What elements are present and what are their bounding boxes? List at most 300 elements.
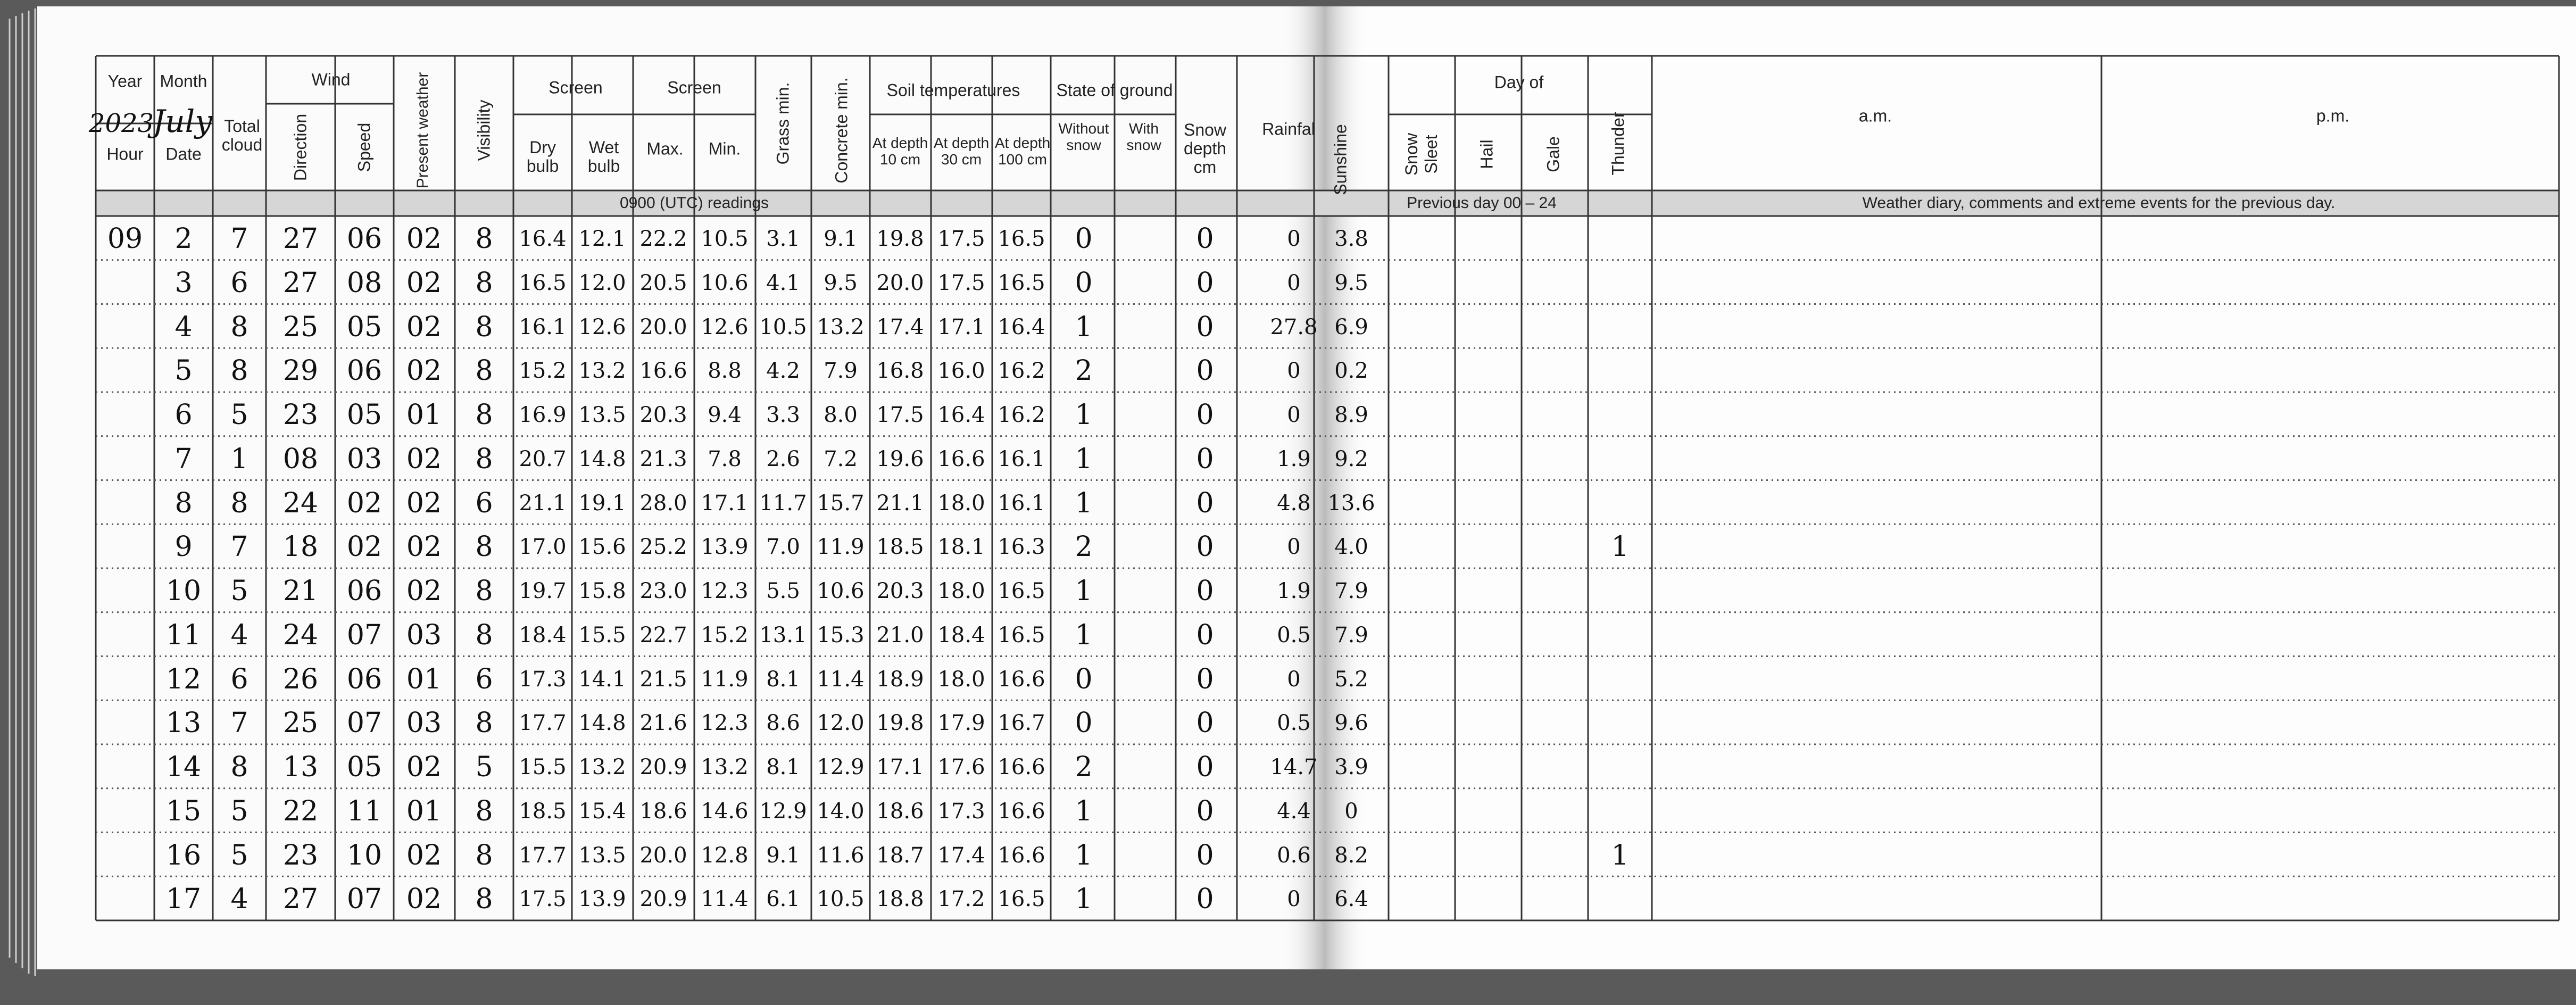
cell-speed: 06 xyxy=(346,663,383,695)
cell-grass: 9.1 xyxy=(766,843,800,868)
cell-max: 21.6 xyxy=(639,711,687,736)
cell-s100: 16.5 xyxy=(998,622,1045,647)
cell-grass: 7.0 xyxy=(766,535,800,560)
cell-cloud: 8 xyxy=(230,355,248,387)
cell-s100: 16.2 xyxy=(998,403,1045,427)
cell-snow_depth: 0 xyxy=(1196,223,1214,255)
cell-grass: 8.6 xyxy=(766,711,800,736)
header-grass-min: Grass min. xyxy=(773,82,793,165)
cell-cloud: 6 xyxy=(230,267,248,299)
cell-sun: 13.6 xyxy=(1327,491,1375,516)
cell-vis: 8 xyxy=(475,531,493,563)
cell-cloud: 5 xyxy=(230,795,248,827)
cell-rain: 27.8 xyxy=(1270,314,1318,339)
cell-wet: 12.6 xyxy=(578,314,626,339)
cell-dry: 17.7 xyxy=(519,711,567,736)
cell-wet: 15.5 xyxy=(578,622,626,647)
cell-concrete: 11.6 xyxy=(817,843,865,868)
cell-snow_depth: 0 xyxy=(1196,619,1214,651)
cell-s10: 19.6 xyxy=(876,446,924,471)
cell-rain: 0 xyxy=(1287,667,1301,692)
cell-max: 20.0 xyxy=(639,314,687,339)
cell-snow_depth: 0 xyxy=(1196,267,1214,299)
cell-s100: 16.5 xyxy=(998,579,1045,603)
cell-snow_depth: 0 xyxy=(1196,883,1214,916)
cell-concrete: 10.5 xyxy=(817,887,865,912)
cell-date: 9 xyxy=(174,531,193,563)
cell-s30: 18.4 xyxy=(937,622,985,647)
header-total-cloud: Total cloud xyxy=(221,116,263,154)
cell-vis: 8 xyxy=(475,707,493,740)
cell-s100: 16.1 xyxy=(998,446,1045,471)
cell-rain: 14.7 xyxy=(1270,755,1318,779)
cell-s100: 16.5 xyxy=(998,887,1045,912)
cell-vis: 8 xyxy=(475,443,493,475)
handwritten-month: July xyxy=(153,103,212,139)
cell-pw: 01 xyxy=(406,795,442,827)
cell-min: 12.6 xyxy=(701,314,749,339)
cell-wet: 13.2 xyxy=(578,755,626,779)
cell-s30: 17.1 xyxy=(937,314,985,339)
cell-s10: 17.5 xyxy=(876,403,924,427)
cell-rain: 0 xyxy=(1287,887,1301,912)
cell-ground: 1 xyxy=(1075,399,1093,431)
cell-wet: 13.5 xyxy=(578,403,626,427)
cell-max: 18.6 xyxy=(639,799,687,824)
cell-max: 16.6 xyxy=(639,359,687,384)
cell-wet: 12.1 xyxy=(578,227,626,251)
cell-wet: 13.5 xyxy=(578,843,626,868)
cell-dir: 23 xyxy=(282,399,319,431)
cell-vis: 8 xyxy=(475,267,493,299)
cell-s30: 18.1 xyxy=(937,535,985,560)
cell-dry: 17.7 xyxy=(519,843,567,868)
cell-hour: 09 xyxy=(107,223,143,255)
header-gale: Gale xyxy=(1543,136,1563,172)
header-snow-sleet: Snow Sleet xyxy=(1402,132,1441,176)
cell-vis: 6 xyxy=(475,487,493,519)
cell-max: 20.9 xyxy=(639,887,687,912)
cell-date: 15 xyxy=(165,795,202,827)
cell-date: 5 xyxy=(174,355,193,387)
cell-concrete: 8.0 xyxy=(824,403,858,427)
cell-sun: 8.9 xyxy=(1334,403,1368,427)
cell-pw: 01 xyxy=(406,399,442,431)
cell-dry: 16.5 xyxy=(519,270,567,295)
header-wind: Wind xyxy=(311,70,351,89)
header-with-snow: With snow xyxy=(1126,120,1161,153)
cell-max: 22.2 xyxy=(639,227,687,251)
cell-ground: 2 xyxy=(1075,355,1093,387)
cell-min: 14.6 xyxy=(701,799,749,824)
cell-sun: 9.2 xyxy=(1334,446,1368,471)
cell-s10: 18.8 xyxy=(876,887,924,912)
cell-pw: 02 xyxy=(406,443,442,475)
cell-s30: 17.9 xyxy=(937,711,985,736)
cell-sun: 4.0 xyxy=(1334,535,1368,560)
cell-wet: 14.8 xyxy=(578,446,626,471)
cell-min: 13.9 xyxy=(701,535,749,560)
cell-dir: 18 xyxy=(282,531,319,563)
header-soil-temperatures: Soil temperatures xyxy=(886,80,1020,100)
header-present-weather: Present weather xyxy=(414,72,431,189)
header-hail: Hail xyxy=(1477,139,1497,169)
cell-s10: 18.5 xyxy=(876,535,924,560)
cell-vis: 8 xyxy=(475,223,493,255)
cell-snow_depth: 0 xyxy=(1196,751,1214,783)
cell-s30: 17.3 xyxy=(937,799,985,824)
cell-min: 8.8 xyxy=(708,359,742,384)
header-wet-bulb: Wet bulb xyxy=(587,137,620,176)
cell-wet: 13.2 xyxy=(578,359,626,384)
cell-min: 12.3 xyxy=(701,711,749,736)
cell-concrete: 9.1 xyxy=(824,227,858,251)
cell-concrete: 11.4 xyxy=(817,667,865,692)
cell-s10: 19.8 xyxy=(876,711,924,736)
cell-s100: 16.5 xyxy=(998,227,1045,251)
cell-ground: 1 xyxy=(1075,883,1093,916)
cell-dir: 27 xyxy=(282,267,319,299)
header-rainfall: Rainfal xyxy=(1262,119,1315,139)
cell-cloud: 1 xyxy=(230,443,248,475)
cell-pw: 02 xyxy=(406,751,442,783)
cell-s10: 20.3 xyxy=(876,579,924,603)
cell-s10: 17.4 xyxy=(876,314,924,339)
cell-rain: 0 xyxy=(1287,535,1301,560)
cell-concrete: 7.2 xyxy=(824,446,858,471)
cell-grass: 2.6 xyxy=(766,446,800,471)
cell-ground: 1 xyxy=(1075,443,1093,475)
cell-dir: 27 xyxy=(282,223,319,255)
cell-sun: 9.5 xyxy=(1334,270,1368,295)
cell-min: 15.2 xyxy=(701,622,749,647)
cell-snow_depth: 0 xyxy=(1196,531,1214,563)
cell-date: 12 xyxy=(165,663,202,695)
header-max: Max. xyxy=(646,139,684,159)
cell-date: 3 xyxy=(174,267,193,299)
cell-min: 11.4 xyxy=(701,887,749,912)
cell-snow_depth: 0 xyxy=(1196,443,1214,475)
cell-dir: 22 xyxy=(282,795,319,827)
header-snow-depth: Snow depth cm xyxy=(1183,120,1227,177)
cell-grass: 8.1 xyxy=(766,755,800,779)
cell-dir: 29 xyxy=(282,355,319,387)
cell-date: 13 xyxy=(165,707,202,740)
cell-snow_depth: 0 xyxy=(1196,487,1214,519)
cell-rain: 0.5 xyxy=(1277,622,1311,647)
header-without-snow: Without snow xyxy=(1058,120,1109,153)
cell-ground: 0 xyxy=(1075,267,1093,299)
cell-sun: 0.2 xyxy=(1334,359,1368,384)
cell-dir: 21 xyxy=(282,575,319,607)
cell-min: 12.3 xyxy=(701,579,749,603)
header-day-of: Day of xyxy=(1494,72,1544,92)
cell-rain: 1.9 xyxy=(1277,579,1311,603)
cell-grass: 12.9 xyxy=(759,799,807,824)
cell-wet: 12.0 xyxy=(578,270,626,295)
cell-snow_depth: 0 xyxy=(1196,707,1214,740)
header-pm: p.m. xyxy=(2316,106,2350,126)
cell-vis: 8 xyxy=(475,795,493,827)
cell-dir: 25 xyxy=(282,311,319,343)
cell-dry: 20.7 xyxy=(519,446,567,471)
cell-dry: 17.3 xyxy=(519,667,567,692)
header-year: Year xyxy=(107,71,143,91)
header-sunshine: Sunshine xyxy=(1331,124,1350,195)
cell-speed: 02 xyxy=(346,531,383,563)
header-visibility: Visibility xyxy=(474,99,494,161)
cell-sun: 6.4 xyxy=(1334,887,1368,912)
cell-max: 20.5 xyxy=(639,270,687,295)
cell-dry: 18.5 xyxy=(519,799,567,824)
cell-s30: 18.0 xyxy=(937,491,985,516)
handwritten-year: 2023 xyxy=(88,109,154,138)
header-concrete-min: Concrete min. xyxy=(832,77,851,184)
cell-vis: 8 xyxy=(475,839,493,871)
cell-s10: 19.8 xyxy=(876,227,924,251)
cell-ground: 1 xyxy=(1075,619,1093,651)
cell-wet: 15.8 xyxy=(578,579,626,603)
cell-rain: 1.9 xyxy=(1277,446,1311,471)
cell-pw: 01 xyxy=(406,663,442,695)
cell-ground: 1 xyxy=(1075,839,1093,871)
cell-dir: 24 xyxy=(282,619,319,651)
cell-wet: 14.1 xyxy=(578,667,626,692)
cell-ground: 0 xyxy=(1075,663,1093,695)
band-previous-day: Previous day 00 – 24 xyxy=(1407,194,1557,212)
cell-max: 21.3 xyxy=(639,446,687,471)
cell-dry: 19.7 xyxy=(519,579,567,603)
cell-grass: 4.1 xyxy=(766,270,800,295)
cell-vis: 8 xyxy=(475,883,493,916)
cell-s10: 21.0 xyxy=(876,622,924,647)
cell-s30: 17.5 xyxy=(937,270,985,295)
cell-concrete: 9.5 xyxy=(824,270,858,295)
cell-grass: 8.1 xyxy=(766,667,800,692)
cell-dry: 18.4 xyxy=(519,622,567,647)
cell-speed: 10 xyxy=(346,839,383,871)
cell-cloud: 7 xyxy=(230,223,248,255)
cell-snow_depth: 0 xyxy=(1196,399,1214,431)
cell-concrete: 12.0 xyxy=(817,711,865,736)
cell-cloud: 5 xyxy=(230,575,248,607)
cell-dry: 16.9 xyxy=(519,403,567,427)
cell-cloud: 6 xyxy=(230,663,248,695)
cell-s10: 17.1 xyxy=(876,755,924,779)
cell-pw: 02 xyxy=(406,223,442,255)
cell-sun: 3.8 xyxy=(1334,227,1368,251)
cell-dry: 16.4 xyxy=(519,227,567,251)
cell-s100: 16.4 xyxy=(998,314,1045,339)
cell-s30: 18.0 xyxy=(937,579,985,603)
header-thunder: Thunder xyxy=(1608,112,1628,176)
header-month: Month xyxy=(160,71,207,91)
cell-sun: 8.2 xyxy=(1334,843,1368,868)
cell-cloud: 7 xyxy=(230,707,248,740)
cell-s30: 16.4 xyxy=(937,403,985,427)
header-speed: Speed xyxy=(354,122,374,172)
cell-dir: 23 xyxy=(282,839,319,871)
cell-sun: 7.9 xyxy=(1334,622,1368,647)
cell-concrete: 15.3 xyxy=(817,622,865,647)
header-direction: Direction xyxy=(290,113,310,181)
cell-pw: 02 xyxy=(406,883,442,916)
cell-wet: 19.1 xyxy=(578,491,626,516)
cell-s10: 18.7 xyxy=(876,843,924,868)
cell-s100: 16.5 xyxy=(998,270,1045,295)
cell-vis: 8 xyxy=(475,619,493,651)
cell-sun: 3.9 xyxy=(1334,755,1368,779)
cell-grass: 4.2 xyxy=(766,359,800,384)
cell-pw: 03 xyxy=(406,619,442,651)
cell-speed: 06 xyxy=(346,355,383,387)
cell-s10: 21.1 xyxy=(876,491,924,516)
cell-ground: 0 xyxy=(1075,223,1093,255)
cell-min: 12.8 xyxy=(701,843,749,868)
cell-s10: 18.6 xyxy=(876,799,924,824)
cell-pw: 02 xyxy=(406,531,442,563)
cell-wet: 15.6 xyxy=(578,535,626,560)
cell-dry: 15.2 xyxy=(519,359,567,384)
cell-date: 11 xyxy=(165,619,202,651)
header-at-depth-10: At depth 10 cm xyxy=(872,135,928,168)
cell-cloud: 8 xyxy=(230,751,248,783)
cell-s30: 17.5 xyxy=(937,227,985,251)
cell-vis: 8 xyxy=(475,399,493,431)
cell-min: 13.2 xyxy=(701,755,749,779)
cell-pw: 02 xyxy=(406,487,442,519)
cell-speed: 05 xyxy=(346,751,383,783)
cell-sun: 5.2 xyxy=(1334,667,1368,692)
cell-min: 10.6 xyxy=(701,270,749,295)
cell-sun: 0 xyxy=(1344,799,1358,824)
cell-ground: 0 xyxy=(1075,707,1093,740)
cell-snow_depth: 0 xyxy=(1196,575,1214,607)
cell-speed: 07 xyxy=(346,619,383,651)
cell-ground: 1 xyxy=(1075,795,1093,827)
cell-max: 20.3 xyxy=(639,403,687,427)
cell-cloud: 4 xyxy=(230,619,248,651)
cell-wet: 15.4 xyxy=(578,799,626,824)
cell-min: 17.1 xyxy=(701,491,749,516)
cell-s100: 16.1 xyxy=(998,491,1045,516)
cell-sun: 9.6 xyxy=(1334,711,1368,736)
cell-pw: 02 xyxy=(406,311,442,343)
cell-concrete: 15.7 xyxy=(817,491,865,516)
cell-s10: 18.9 xyxy=(876,667,924,692)
cell-speed: 07 xyxy=(346,883,383,916)
cell-s30: 16.0 xyxy=(937,359,985,384)
cell-ground: 1 xyxy=(1075,575,1093,607)
cell-max: 22.7 xyxy=(639,622,687,647)
cell-date: 10 xyxy=(165,575,202,607)
cell-cloud: 8 xyxy=(230,487,248,519)
right-page xyxy=(1319,6,2576,969)
cell-s100: 16.6 xyxy=(998,843,1045,868)
cell-vis: 8 xyxy=(475,311,493,343)
cell-rain: 0 xyxy=(1287,227,1301,251)
binding-shadow xyxy=(1282,6,1367,969)
cell-vis: 6 xyxy=(475,663,493,695)
cell-s10: 20.0 xyxy=(876,270,924,295)
cell-grass: 5.5 xyxy=(766,579,800,603)
header-date: Date xyxy=(165,144,202,164)
header-screen-right: Screen xyxy=(667,78,721,97)
cell-rain: 4.8 xyxy=(1277,491,1311,516)
cell-snow_depth: 0 xyxy=(1196,663,1214,695)
cell-snow_depth: 0 xyxy=(1196,311,1214,343)
cell-dir: 13 xyxy=(282,751,319,783)
cell-grass: 3.3 xyxy=(766,403,800,427)
cell-concrete: 7.9 xyxy=(824,359,858,384)
cell-s100: 16.6 xyxy=(998,755,1045,779)
cell-rain: 4.4 xyxy=(1277,799,1311,824)
cell-rain: 0.6 xyxy=(1277,843,1311,868)
cell-min: 9.4 xyxy=(708,403,742,427)
cell-vis: 5 xyxy=(475,751,493,783)
cell-snow_depth: 0 xyxy=(1196,355,1214,387)
cell-max: 25.2 xyxy=(639,535,687,560)
cell-speed: 07 xyxy=(346,707,383,740)
cell-date: 4 xyxy=(174,311,193,343)
cell-dir: 08 xyxy=(282,443,319,475)
cell-concrete: 14.0 xyxy=(817,799,865,824)
cell-speed: 05 xyxy=(346,311,383,343)
cell-dir: 27 xyxy=(282,883,319,916)
cell-max: 20.9 xyxy=(639,755,687,779)
header-screen-left: Screen xyxy=(549,78,603,97)
header-at-depth-30: At depth 30 cm xyxy=(933,135,990,168)
header-hour: Hour xyxy=(106,144,144,164)
header-at-depth-100: At depth 100 cm xyxy=(994,135,1051,168)
band-diary: Weather diary, comments and extreme events for the previous day. xyxy=(1862,194,2336,212)
cell-thunder: 1 xyxy=(1611,839,1629,871)
cell-date: 16 xyxy=(165,839,202,871)
cell-wet: 14.8 xyxy=(578,711,626,736)
cell-s30: 17.6 xyxy=(937,755,985,779)
cell-grass: 10.5 xyxy=(759,314,807,339)
cell-sun: 7.9 xyxy=(1334,579,1368,603)
cell-concrete: 12.9 xyxy=(817,755,865,779)
cell-cloud: 7 xyxy=(230,531,248,563)
cell-min: 11.9 xyxy=(701,667,749,692)
cell-wet: 13.9 xyxy=(578,887,626,912)
cell-dir: 26 xyxy=(282,663,319,695)
cell-rain: 0 xyxy=(1287,403,1301,427)
cell-s100: 16.3 xyxy=(998,535,1045,560)
cell-speed: 06 xyxy=(346,223,383,255)
header-state-of-ground: State of ground xyxy=(1056,80,1173,100)
cell-s10: 16.8 xyxy=(876,359,924,384)
cell-speed: 11 xyxy=(346,795,383,827)
cell-ground: 2 xyxy=(1075,531,1093,563)
cell-vis: 8 xyxy=(475,355,493,387)
cell-max: 21.5 xyxy=(639,667,687,692)
cell-pw: 02 xyxy=(406,575,442,607)
cell-concrete: 13.2 xyxy=(817,314,865,339)
cell-max: 20.0 xyxy=(639,843,687,868)
cell-s30: 17.4 xyxy=(937,843,985,868)
cell-concrete: 10.6 xyxy=(817,579,865,603)
cell-speed: 03 xyxy=(346,443,383,475)
cell-date: 8 xyxy=(174,487,193,519)
cell-pw: 02 xyxy=(406,355,442,387)
cell-date: 17 xyxy=(165,883,202,916)
cell-s100: 16.6 xyxy=(998,667,1045,692)
cell-rain: 0 xyxy=(1287,359,1301,384)
cell-ground: 2 xyxy=(1075,751,1093,783)
cell-sun: 6.9 xyxy=(1334,314,1368,339)
